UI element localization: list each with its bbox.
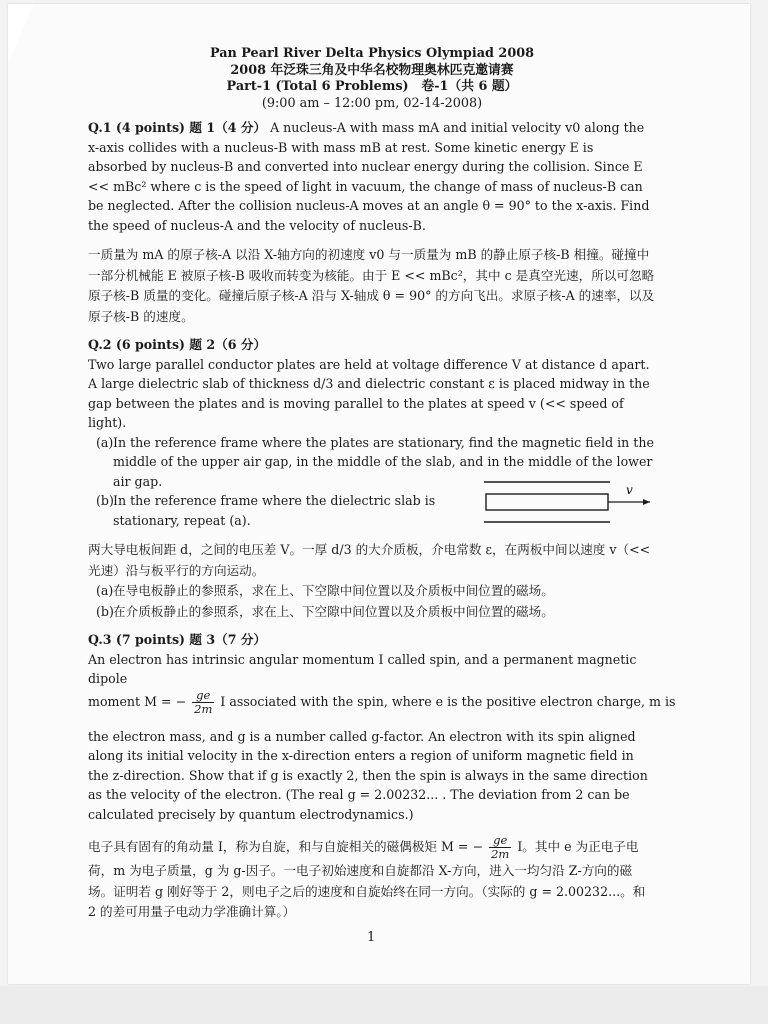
question-1-en bbox=[88, 118, 656, 235]
item-marker: (b) bbox=[96, 603, 114, 619]
formula-fraction-cn bbox=[489, 834, 511, 861]
velocity-label: v bbox=[626, 483, 633, 497]
question-2-item-b-cn bbox=[88, 602, 656, 623]
scan-background bbox=[0, 986, 768, 1024]
fraction-numerator: ge bbox=[192, 689, 214, 703]
question-1-text-cn: 一质量为 mA 的原子核-A 以沿 X-轴方向的初速度 v0 与一质量为 mB 的静止原子核-B 相撞。碰撞中一部分机械能 E 被原子核-B 吸收而转变为核能。由于 E << mBc²，其中 c 是真空光速，所以可忽略原子核-B 质量的变化。碰撞后原子核-A 沿与 X-轴成 θ = 90° 的方向飞出。求原子核-A 的速率，以及原子核-B 的速度。 bbox=[88, 247, 655, 324]
exam-part: Part-1 (Total 6 Problems) 卷-1（共 6 题） bbox=[226, 79, 518, 94]
item-marker: (a) bbox=[96, 434, 114, 450]
fraction-denominator-cn: 2m bbox=[491, 847, 510, 861]
formula-fraction bbox=[192, 689, 214, 716]
item-text: 在导电板静止的参照系，求在上、下空隙中间位置以及介质板中间位置的磁场。 bbox=[113, 583, 554, 598]
page-number: 1 bbox=[367, 930, 376, 945]
question-3 bbox=[88, 630, 676, 923]
exam-title-en: Pan Pearl River Delta Physics Olympiad 2008 bbox=[209, 46, 535, 61]
fraction-denominator: 2m bbox=[194, 701, 213, 716]
question-3-cn-lead: 电子具有固有的角动量 I，称为自旋，和与自旋相关的磁偶极矩 M = bbox=[88, 839, 469, 854]
folded-corner bbox=[8, 4, 34, 64]
question-2-text-en: Two large parallel conductor plates are held at voltage difference V at distance d apart. A large dielectric slab of thickness d/3 and dielectric constant ε is placed midway in the gap between the plates and is moving parallel to the plates at speed v (<< speed of light). bbox=[88, 356, 650, 430]
question-2-text-cn: 两大导电板间距 d，之间的电压差 V。一厚 d/3 的大介质板，介电常数 ε，在两板中间以速度 v（<<光速）沿与板平行的方向运动。 bbox=[88, 542, 651, 578]
item-marker: (b) bbox=[96, 493, 114, 508]
plates-slab-figure bbox=[480, 478, 660, 526]
question-3-intro-en: An electron has intrinsic angular momentum I called spin, and a permanent magnetic dipole bbox=[88, 651, 637, 686]
item-text: In the reference frame where the plates are stationary, find the magnetic field in the middle of the upper air gap, in the middle of the slab, and in the middle of the lower air gap. bbox=[113, 434, 654, 489]
exam-title-cn: 2008 年泛珠三角及中华名校物理奥林匹克邀请赛 bbox=[230, 62, 514, 78]
velocity-arrowhead bbox=[643, 499, 650, 505]
magnetic-moment-formula: moment M = − $\frac{ge}{2m}$ I associated with the spin, where e is the positive electron charge, m is bbox=[88, 687, 676, 716]
fraction-numerator-cn: ge bbox=[489, 834, 511, 848]
question-3-text-cn: 电子具有固有的角动量 I，称为自旋，和与自旋相关的磁偶极矩 M = − $\frac{ge}{2m}$ I。其中 e 为正电子电荷，m 为电子质量，g 为 g-因子。一电子初始速度和自旋都沿 X-方向，进入一均匀沿 Z-方向的磁场。证明若 g 刚好等于 2，则电子之后的速度和自旋始终在同一方向。（实际的 g = 2.00232...。和 2 的差可用量子电动力学准确计算。） bbox=[88, 833, 646, 919]
dielectric-slab bbox=[486, 494, 608, 510]
question-1-text-en: A nucleus-A with mass mA and initial velocity v0 along the x-axis collides with a nucleus-B with mass mB at rest. Some kinetic energy E is absorbed by nucleus-B and converted into nuclear energy during the collision. Since E << mBc² where c is the speed of light in vacuum, the change of mass of nucleus-B can be neglected. After the collision nucleus-A moves at an angle θ = 90° to the x-axis. Find the speed of nucleus-A and the velocity of nucleus-B. bbox=[88, 120, 650, 233]
question-1-heading: Q.1 (4 points) 题 1（4 分） bbox=[88, 120, 267, 135]
exam-header bbox=[88, 46, 656, 112]
formula-lead: moment M = bbox=[88, 693, 172, 709]
item-text: In the reference frame where the dielectric slab is stationary, repeat (a). bbox=[113, 493, 436, 528]
question-2-items-cn bbox=[88, 581, 656, 622]
question-2-item-a-cn bbox=[88, 581, 656, 602]
item-marker: (a) bbox=[96, 583, 114, 598]
question-2-heading: Q.2 (6 points) 题 2（6 分） bbox=[88, 337, 267, 352]
question-3-cn-tail: I。其中 e 为正电子电荷，m 为电子质量，g 为 g-因子。一电子初始速度和自旋都沿 X-方向，进入一均匀沿 Z-方向的磁场。证明若 g 刚好等于 2，则电子之后的速度和自旋始终在同一方向。（实际的 g = 2.00232...。和 2 的差可用量子电动力学准确计算。） bbox=[88, 839, 646, 919]
question-3-text-en: the electron mass, and g is a number called g-factor. An electron with its spin aligned along its initial velocity in the x-direction enters a region of uniform magnetic field in the z-direction. Show that if g is exactly 2, then the spin is always in the same direction as the velocity of the electron. (The real g = 2.00232... . The deviation from 2 can be calculated precisely by quantum electrodynamics.) bbox=[88, 728, 648, 822]
question-1 bbox=[88, 118, 656, 327]
question-3-heading: Q.3 (7 points) 题 3（7 分） bbox=[88, 632, 267, 647]
exam-time: (9:00 am – 12:00 pm, 02-14-2008) bbox=[261, 95, 483, 111]
formula-tail: I associated with the spin, where e is the positive electron charge, m is bbox=[220, 693, 676, 709]
item-text: 在介质板静止的参照系，求在上、下空隙中间位置以及介质板中间位置的磁场。 bbox=[113, 603, 554, 619]
